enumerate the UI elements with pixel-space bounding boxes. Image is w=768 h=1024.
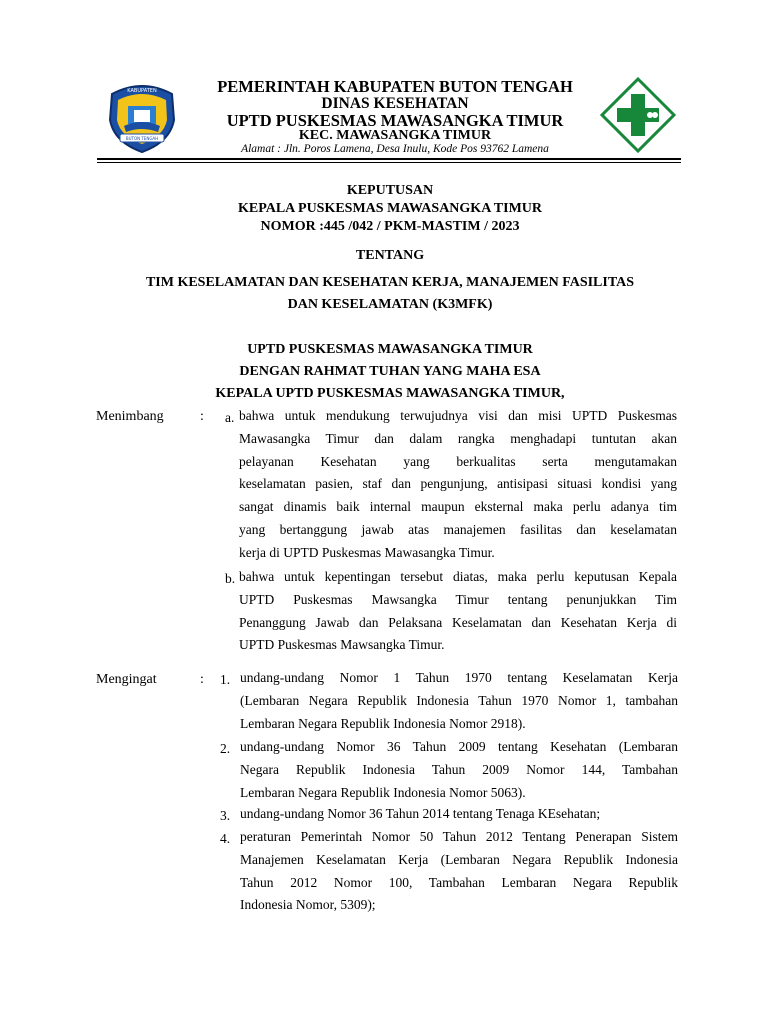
decree-subject-line1: TIM KESELAMATAN DAN KESEHATAN KERJA, MANAJEMEN FASILITAS (145, 275, 635, 290)
menimbang-a-line: keselamatan pasien, staf dan pengunjung, antisipasi situasi kondisi yang (239, 476, 677, 492)
decree-about: TENTANG (355, 248, 425, 263)
mengingat-line: undang-undang Nomor 36 Tahun 2014 tentang Tenaga KEsehatan; (240, 806, 601, 821)
menimbang-label: Menimbang (96, 409, 164, 424)
menimbang-colon: : (200, 409, 204, 424)
mengingat-item-4 (240, 826, 678, 917)
decree-issuer: KEPALA PUSKESMAS MAWASANGKA TIMUR (237, 201, 543, 216)
regency-crest-logo (104, 80, 180, 154)
menimbang-a-line: bahwa untuk mendukung terwujudnya visi dan misi UPTD Puskesmas (239, 408, 677, 423)
letterhead-rule-thin (97, 162, 681, 163)
menimbang-a-text (239, 405, 677, 565)
mengingat-colon: : (200, 672, 204, 687)
menimbang-b-line: UPTD Puskesmas Mawsangka Timur. (239, 637, 445, 653)
mengingat-line: peraturan Pemerintah Nomor 50 Tahun 2012 Tentang Penerapan Sistem (240, 829, 678, 844)
letterhead-government: PEMERINTAH KABUPATEN BUTON TENGAH (217, 77, 573, 96)
menimbang-b-text (239, 566, 677, 657)
menimbang-a-line: Mawasangka Timur dan dalam rangka menghadapi tuntutan akan (239, 430, 677, 446)
mengingat-item-3 (240, 803, 678, 826)
letterhead-rule-thick (97, 158, 681, 160)
mengingat-label: Mengingat (96, 672, 157, 687)
mengingat-line: Lembaran Negara Republik Indonesia Nomor 2918). (240, 715, 526, 731)
menimbang-b-mark: b. (225, 571, 236, 586)
mengingat-item-2-mark: 2. (220, 741, 231, 756)
menimbang-a-mark: a. (225, 410, 235, 425)
decree-subject-line2: DAN KESELAMATAN (K3MFK) (287, 297, 493, 312)
menimbang-a-line: pelayanan Kesehatan yang berkualitas serta mengutamakan (239, 453, 677, 469)
menimbang-b-line: bahwa untuk kepentingan tersebut diatas, maka perlu keputusan Kepala (239, 569, 677, 584)
mengingat-line: Indonesia Nomor, 5309); (240, 897, 376, 913)
mengingat-line: Lembaran Negara Republik Indonesia Nomor 5063). (240, 784, 526, 800)
letterhead-institution: UPTD PUSKESMAS MAWASANGKA TIMUR (226, 111, 564, 130)
mengingat-line: Negara Republik Indonesia Tahun 2009 Nomor 144, Tambahan (240, 761, 678, 777)
menimbang-a-line: yang bertanggung jawab atas manajemen fasilitas dan keselamatan (239, 521, 677, 537)
crest-banner-text: BUTON TENGAH (125, 136, 159, 141)
decree-org: UPTD PUSKESMAS MAWASANGKA TIMUR (247, 342, 533, 357)
mengingat-item-1-mark: 1. (220, 672, 231, 687)
letterhead-district: KEC. MAWASANGKA TIMUR (298, 128, 492, 143)
menimbang-b-line: Penanggung Jawab dan Pelaksana Keselamatan dan Kesehatan Kerja di (239, 614, 677, 630)
mengingat-line: Tahun 2012 Nomor 100, Tambahan Lembaran Negara Republik (240, 874, 678, 890)
decree-heading: KEPUTUSAN (346, 183, 434, 198)
mengingat-line: (Lembaran Negara Republik Indonesia Tahun 1970 Nomor 1, tambahan (240, 692, 678, 708)
mengingat-line: Manajemen Keselamatan Kerja (Lembaran Negara Republik Indonesia (240, 851, 678, 867)
mengingat-item-2 (240, 736, 678, 804)
letterhead-department: DINAS KESEHATAN (321, 95, 469, 112)
menimbang-a-line: sangat dinamis baik internal maupun eksternal maka perlu adanya tim (239, 499, 677, 515)
decree-blessing: DENGAN RAHMAT TUHAN YANG MAHA ESA (239, 364, 541, 379)
decree-number: NOMOR :445 /042 / PKM-MASTIM / 2023 (260, 219, 520, 234)
mengingat-item-3-mark: 3. (220, 808, 231, 823)
mengingat-line: undang-undang Nomor 36 Tahun 2009 tentang Kesehatan (Lembaran (240, 739, 678, 754)
mengingat-line: undang-undang Nomor 1 Tahun 1970 tentang Keselamatan Kerja (240, 670, 678, 685)
letterhead-address: Alamat : Jln. Poros Lamena, Desa Inulu, Kode Pos 93762 Lamena (241, 143, 549, 155)
decree-head: KEPALA UPTD PUSKESMAS MAWASANGKA TIMUR, (215, 386, 565, 401)
crest-top-text: KABUPATEN (127, 88, 157, 94)
menimbang-a-line: kerja di UPTD Puskesmas Mawasangka Timur. (239, 544, 495, 560)
mengingat-item-4-mark: 4. (220, 831, 231, 846)
mengingat-item-1 (240, 667, 678, 735)
menimbang-b-line: UPTD Puskesmas Mawsangka Timur tentang penunjukkan Tim (239, 591, 677, 607)
puskesmas-cross-logo (600, 77, 676, 153)
